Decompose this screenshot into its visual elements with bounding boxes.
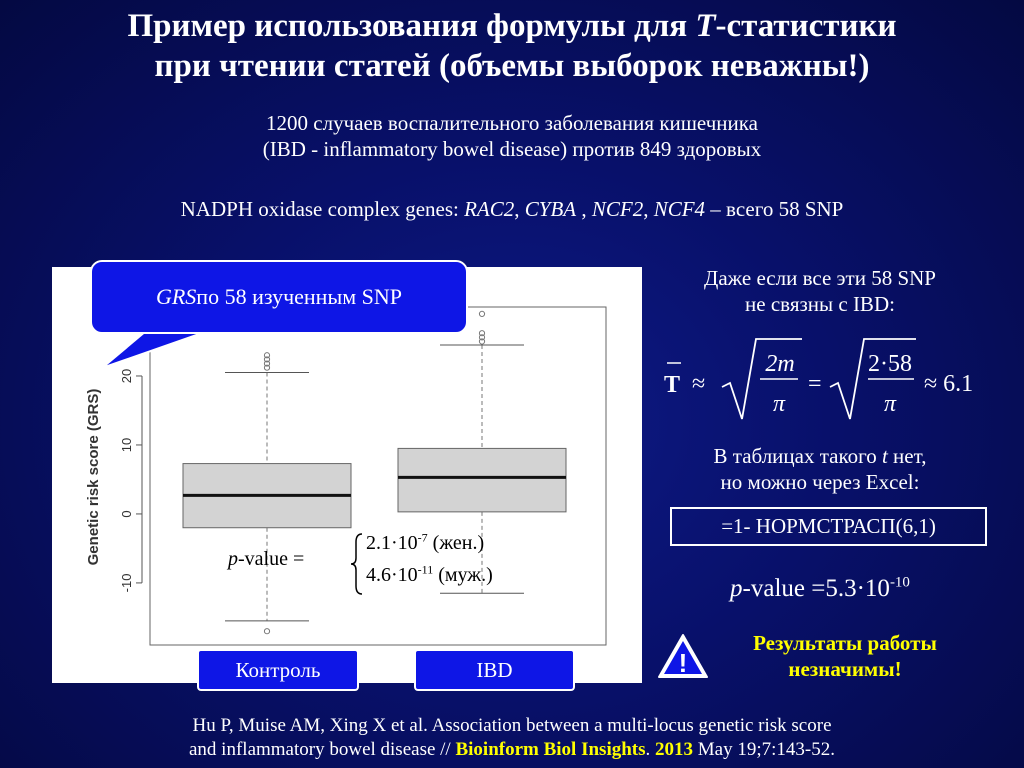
publication-year: 2013 [655, 739, 694, 760]
gene-cyba: CYBA [524, 197, 577, 221]
excel-formula-box: =1- НОРМСТРАСП(6,1) [670, 507, 987, 546]
slide-title [0, 6, 1024, 86]
denominator-1: π [772, 391, 786, 417]
plot-layer [119, 311, 566, 634]
title-line-1: Пример использования формулы для T-статистики [127, 8, 897, 44]
conclusion-text: Результаты работы незначимы! [753, 631, 937, 681]
t-symbol: T [664, 372, 681, 398]
genes-line: NADPH oxidase complex genes: RAC2, CYBA , NCF2, NCF4 – всего 58 SNP [180, 197, 844, 221]
y-tick-label: -10 [119, 573, 134, 593]
pvalue-label: p-value = [228, 548, 305, 570]
pvalue-female: $2.1\cdot 10^{-7}$ (жен.) [366, 530, 485, 554]
outlier-point [264, 629, 269, 634]
svg-text:=: = [808, 371, 822, 397]
journal-name: Bioinform Biol Insights [455, 739, 646, 760]
y-axis-label: Genetic risk score (GRS) [85, 388, 102, 566]
study-description: 1200 случаев воспалительного заболевания кишечника (IBD - inflammatory bowel disease) против 849 здоровых [262, 111, 762, 161]
numerator-1: 2m [765, 351, 795, 377]
title-line-2: при чтении статей (объемы выборок неважны!) [154, 48, 870, 84]
svg-text:!: ! [678, 648, 688, 678]
gene-ncf2: NCF2 [591, 197, 644, 221]
formula-result: ≈ 6.1 [924, 371, 974, 397]
denominator-2: π [883, 391, 897, 417]
citation: Hu P, Muise AM, Xing X et al. Association between a multi-locus genetic risk score and inflammatory bowel disease // Bioinform Biol Insights. 2013 May 19;7:143-52. [189, 715, 835, 760]
t-statistic-formula [652, 335, 1002, 425]
y-tick-label: 0 [119, 510, 134, 518]
y-tick-label: 20 [119, 368, 134, 384]
warning-icon [656, 632, 710, 680]
category-label-ibd: IBD [414, 649, 575, 691]
pvalue-male: $4.6\cdot 10^{-11}$ (муж.) [366, 562, 493, 586]
curly-brace-icon [350, 532, 364, 596]
gene-rac2: RAC2 [464, 197, 515, 221]
outlier-point [479, 311, 484, 316]
final-pvalue: p-value $=5.3\cdot 10^{-10}$ [730, 574, 910, 602]
box-iqr [398, 448, 566, 511]
svg-text:≈: ≈ [692, 371, 706, 397]
gene-ncf4: NCF4 [653, 197, 706, 221]
assumption-note: Даже если все эти 58 SNP не связны с IBD: [704, 266, 936, 316]
y-tick-label: 10 [119, 437, 134, 453]
category-label-control: Контроль [197, 649, 359, 691]
numerator-2: 2·58 [868, 351, 912, 377]
grs-callout: GRS по 58 изученным SNP [90, 260, 468, 334]
table-note: В таблицах такого t нет, но можно через Excel: [713, 444, 927, 494]
